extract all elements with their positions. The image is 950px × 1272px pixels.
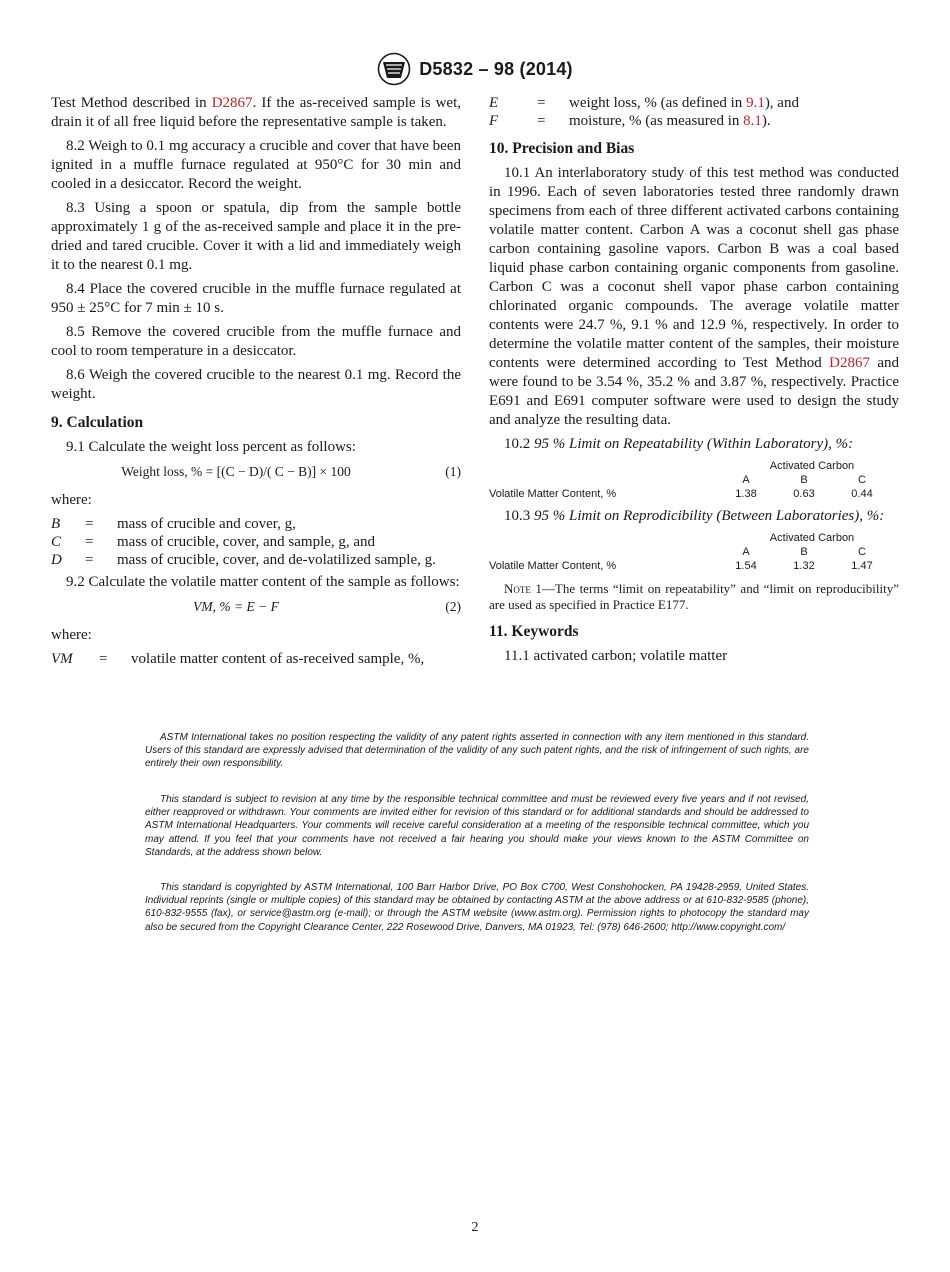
repeatability-table [489,459,899,501]
where-label-2: where: [51,627,92,643]
page-number: 2 [471,1220,479,1235]
table-row: Volatile Matter Content, % 1.38 0.63 0.44 [489,488,873,500]
equation-2 [51,597,461,616]
definition-c: C = mass of crucible, cover, and sample, g, and [51,534,376,550]
note-1: Note 1—The terms “limit on repeatability” and “limit on reproducibility” are used as specified in Practice E177. [489,581,899,612]
where-label-1: where: [51,492,92,508]
page-header [0,52,950,86]
section-heading-10: 10. Precision and Bias [489,140,635,157]
standard-designation: D5832 – 98 (2014) [419,58,573,79]
reproducibility-table [489,531,899,573]
paragraph-11-1: 11.1 activated carbon; volatile matter [504,648,728,664]
link-d2867-2[interactable]: D2867 [829,355,870,371]
paragraph-8-4: 8.4 Place the covered crucible in the muffle furnace regulated at 950 ± 25°C for 7 min ± 10 s. [51,281,461,316]
astm-logo-icon [377,52,411,86]
definition-vm: VM = volatile matter content of as-received sample, %, [51,651,425,667]
footer-patent-notice: ASTM International takes no position respecting the validity of any patent rights asserted in connection with any item mentioned in this standard. Users of this standard are expressly advised that determination of the validity of any such patent rights, and the risk of infringement of such rights, are entirely their own responsibility. [145,732,809,770]
section-heading-9: 9. Calculation [51,414,144,431]
definition-b: B = mass of crucible and cover, g, [51,516,296,532]
left-column [51,94,461,668]
paragraph-10-2: 10.2 95 % Limit on Repeatability (Within Laboratory), %: [504,436,854,452]
definition-e: E = weight loss, % (as defined in 9.1), and [489,95,799,111]
right-column [489,94,899,671]
equation-1-number: (1) [445,464,461,479]
paragraph-8-1-continued: Test Method described in D2867. If the as-received sample is wet, drain it of all free liquid before the representative sample is taken. [51,95,461,130]
definition-f: F = moisture, % (as measured in 8.1). [489,113,771,129]
link-8-1[interactable]: 8.1 [743,113,762,129]
equation-1 [51,462,461,481]
definition-d: D = mass of crucible, cover, and de-volatilized sample, g. [51,552,436,568]
definition-list-1 [51,515,461,569]
equation-2-formula: VM, % = E − F [193,599,279,614]
equation-2-number: (2) [445,599,461,614]
paragraph-8-3: 8.3 Using a spoon or spatula, dip from the sample bottle approximately 1 g of the as-received sample and place it in the pre-dried and tared crucible. Cover it with a lid and immediately weigh it to the nearest 0.1 mg. [51,200,461,273]
link-d2867[interactable]: D2867 [211,95,253,111]
footer-copyright-notice: This standard is copyrighted by ASTM International, 100 Barr Harbor Drive, PO Box C700, West Conshohocken, PA 19428-2959, United States. Individual reprints (single or multiple copies) of this standard may be obtained by contacting ASTM at the above address or at 610-832-9585 (phone), 610-832-9555 (fax), or service@astm.org (e-mail); or through the ASTM website (www.astm.org). Permission rights to photocopy the standard may also be secured from the Copyright Clearance Center, 222 Rosewood Drive, Danvers, MA 01923, Tel: (978) 646-2600; http://www.copyright.com/ [145,882,809,933]
paragraph-9-2: 9.2 Calculate the volatile matter content of the sample as follows: [66,574,460,590]
footer-revision-notice: This standard is subject to revision at any time by the responsible technical committee and must be reviewed every five years and if not revised, either reapproved or withdrawn. Your comments are invited either for revision of this standard or for additional standards and should be addressed to ASTM International Headquarters. Your comments will receive careful consideration at a meeting of the responsible technical committee, which you may attend. If you feel that your comments have not received a fair hearing you should make your views known to the ASTM Committee on Standards, at the address shown below. [145,794,809,858]
paragraph-8-5: 8.5 Remove the covered crucible from the muffle furnace and cool to room temperature in a desiccator. [51,324,461,359]
paragraph-8-2: 8.2 Weigh to 0.1 mg accuracy a crucible and cover that have been ignited in a muffle furnace regulated at 950°C for 30 min and cooled in a desiccator. Record the weight. [51,138,461,192]
table-header-row: A B C [742,474,866,486]
table-caption: Activated Carbon [769,460,855,472]
table-header-row: A B C [742,546,866,558]
paragraph-10-3: 10.3 95 % Limit on Reprodicibility (Between Laboratories), %: [504,508,885,524]
equation-1-formula: Weight loss, % = [(C − D)/( C − B)] × 100 [121,464,351,479]
table-caption: Activated Carbon [769,532,855,544]
paragraph-9-1: 9.1 Calculate the weight loss percent as follows: [66,439,356,455]
table-row: Volatile Matter Content, % 1.54 1.32 1.47 [489,560,873,572]
paragraph-10-1: 10.1 An interlaboratory study of this test method was conducted in 1996. Each of seven laboratories tested three randomly drawn specimens from each of three different activated carbons containing volatile matter content. Carbon A was a coconut shell gas phase carbon containing gasoline vapors. Carbon B was a coal based liquid phase carbon containing organic components from gasoline. Carbon C was a coconut shell vapor phase carbon containing chlorinated organic compounds. The average volatile matter contents were 24.7 %, 9.1 % and 12.9 %, respectively. In order to determine the volatile matter content of the samples, their moisture contents were determined according to Test Method D2867 and were found to be 3.54 %, 35.2 % and 3.87 %, respectively. Practice E691 and E691 computer software were used to design the study and analyze the resulting data. [489,165,899,428]
paragraph-8-6: 8.6 Weigh the covered crucible to the nearest 0.1 mg. Record the weight. [51,367,461,402]
section-heading-11: 11. Keywords [489,623,579,640]
link-9-1[interactable]: 9.1 [746,95,765,111]
